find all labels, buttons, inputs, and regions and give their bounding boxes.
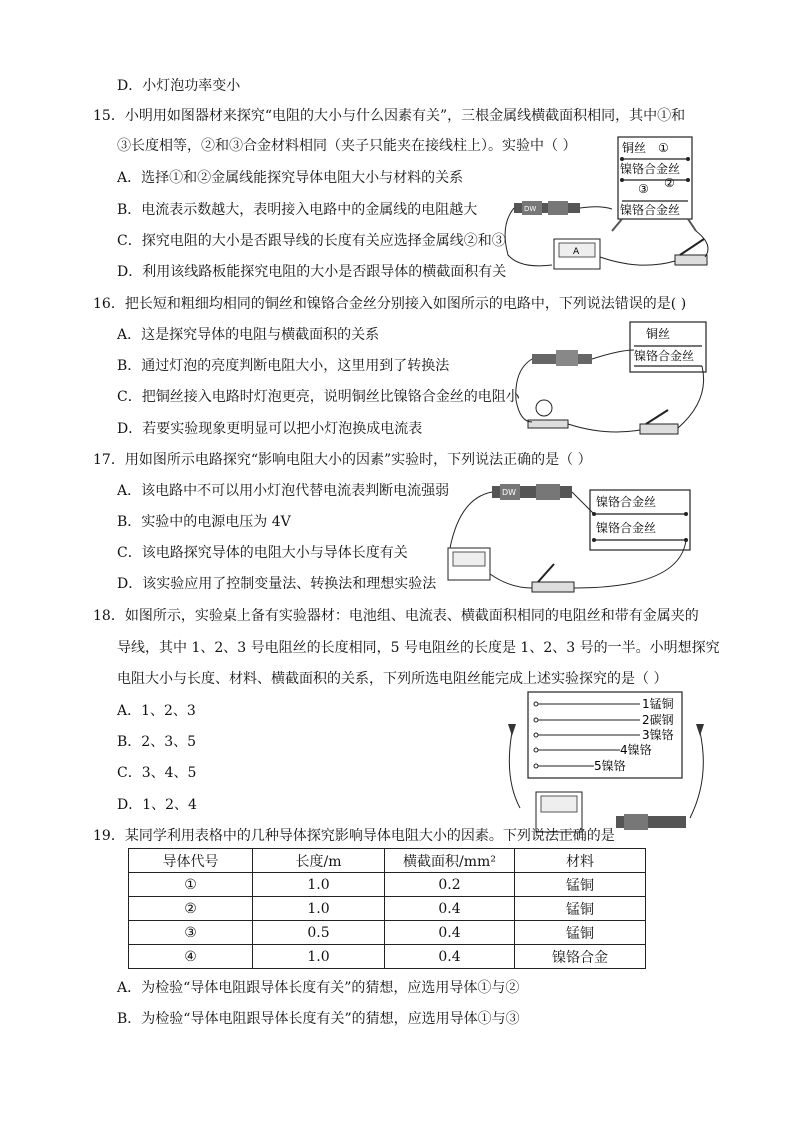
q14-option-d: D．小灯泡功率变小 (117, 78, 241, 94)
table-cell: 0.4 (385, 897, 515, 921)
q15-option-a: A．选择①和②金属线能探究导体电阻大小与材料的关系 (117, 170, 464, 186)
q17-option-d: D．该实验应用了控制变量法、转换法和理想实验法 (117, 576, 437, 592)
table-header: 导体代号 (129, 849, 253, 873)
q18-option-c: C．3、4、5 (117, 765, 197, 781)
q15-meter-label: A (573, 247, 580, 257)
q18-option-d: D．1、2、4 (117, 797, 197, 813)
table-header: 横截面积/mm² (385, 849, 515, 873)
table-cell: 1.0 (253, 897, 385, 921)
q16-option-c: C．把铜丝接入电路时灯泡更亮，说明铜丝比镍铬合金丝的电阻小 (117, 389, 520, 405)
table-cell: 0.2 (385, 873, 515, 897)
q15-stem-line1: 15．小明用如图器材来探究“电阻的大小与什么因素有关”，三根金属线横截面积相同，其中①和 (93, 108, 686, 124)
table-cell: ① (129, 873, 253, 897)
q15-wire1-label: 铜丝 (622, 141, 647, 155)
q19-option-b: B．为检验“导体电阻跟导体长度有关”的猜想，应选用导体①与③ (117, 1011, 520, 1027)
q18-figure (500, 688, 720, 838)
table-cell: 0.4 (385, 921, 515, 945)
q15-figure (500, 135, 715, 275)
q18-option-a: A．1、2、3 (117, 703, 196, 719)
table-header: 材料 (515, 849, 646, 873)
q18-stem-line2: 导线，其中 1、2、3 号电阻丝的长度相同，5 号电阻丝的长度是 1、2、3 号的一半。小明想探究 (117, 640, 720, 656)
table-cell: ③ (129, 921, 253, 945)
q18-option-b: B．2、3、5 (117, 734, 197, 750)
q18-stem-line1: 18．如图所示，实验桌上备有实验器材：电池组、电流表、横截面积相同的电阻丝和带有金属夹的 (93, 608, 699, 624)
q15-wire3-label: 镍铬合金丝 (620, 203, 681, 217)
q17-wire1-label: 镍铬合金丝 (596, 495, 657, 509)
table-header-row (129, 849, 646, 873)
table-cell: 1.0 (253, 945, 385, 969)
q16-stem-line1: 16．把长短和粗细均相同的铜丝和镍铬合金丝分别接入如图所示的电路中，下列说法错误的是( ) (93, 296, 687, 312)
q18-wire2-label: 2碳钢 (642, 713, 674, 727)
q18-stem-line3: 电阻大小与长度、材料、横截面积的关系，下列所选电阻丝能完成上述实验探究的是（ ） (117, 671, 668, 687)
q17-figure (440, 478, 700, 608)
table-cell: ② (129, 897, 253, 921)
table-row (129, 897, 646, 921)
q16-option-a: A．这是探究导体的电阻与横截面积的关系 (117, 327, 380, 343)
q15-mark3: ③ (638, 182, 649, 196)
table-row (129, 873, 646, 897)
table-header: 长度/m (253, 849, 385, 873)
q18-wire5-label: 5镍铬 (594, 759, 626, 773)
q16-option-d: D．若要实验现象更明显可以把小灯泡换成电流表 (117, 421, 423, 437)
table-row (129, 921, 646, 945)
table-cell: 锰铜 (515, 897, 646, 921)
table-cell: ④ (129, 945, 253, 969)
q15-wire2-label: 镍铬合金丝 (620, 162, 681, 176)
table-cell: 锰铜 (515, 921, 646, 945)
table-cell: 0.5 (253, 921, 385, 945)
q15-option-c: C．探究电阻的大小是否跟导线的长度有关应选择金属线②和③ (117, 233, 506, 249)
q16-wire2-label: 镍铬合金丝 (634, 349, 695, 363)
q19-stem-line1: 19．某同学利用表格中的几种导体探究影响导体电阻大小的因素。下列说法正确的是 (93, 828, 615, 844)
q17-option-c: C．该电路探究导体的电阻大小与导体长度有关 (117, 545, 408, 561)
q15-mark1: ① (658, 141, 669, 155)
q16-wire1-label: 铜丝 (646, 327, 671, 341)
table-cell: 1.0 (253, 873, 385, 897)
table-row (129, 945, 646, 969)
q17-battery-label: DW (502, 488, 517, 497)
table-cell: 0.4 (385, 945, 515, 969)
q16-figure (510, 320, 710, 440)
q17-wire2-label: 镍铬合金丝 (596, 521, 657, 535)
q19-option-a: A．为检验“导体电阻跟导体长度有关”的猜想，应选用导体①与② (117, 980, 520, 996)
q16-option-b: B．通过灯泡的亮度判断电阻大小，这里用到了转换法 (117, 358, 450, 374)
q15-option-d: D．利用该线路板能探究电阻的大小是否跟导体的横截面积有关 (117, 264, 507, 280)
q15-option-b: B．电流表示数越大，表明接入电路中的金属线的电阻越大 (117, 202, 478, 218)
table-cell: 镍铬合金 (515, 945, 646, 969)
q18-wire4-label: 4镍铬 (620, 743, 652, 757)
q19-table (128, 848, 646, 969)
q18-wire3-label: 3镍铬 (642, 728, 674, 742)
q17-stem-line1: 17．用如图所示电路探究“影响电阻大小的因素”实验时，下列说法正确的是（ ） (93, 452, 592, 468)
q15-mark2: ② (664, 176, 675, 190)
table-cell: 锰铜 (515, 873, 646, 897)
q17-option-a: A．该电路中不可以用小灯泡代替电流表判断电流强弱 (117, 483, 450, 499)
q15-battery-label: DW (524, 205, 537, 213)
q17-option-b: B．实验中的电源电压为 4V (117, 514, 291, 530)
q18-wire1-label: 1锰铜 (642, 697, 674, 711)
q15-stem-line2: ③长度相等，②和③合金材料相同（夹子只能夹在接线柱上）。实验中（ ） (117, 138, 577, 154)
